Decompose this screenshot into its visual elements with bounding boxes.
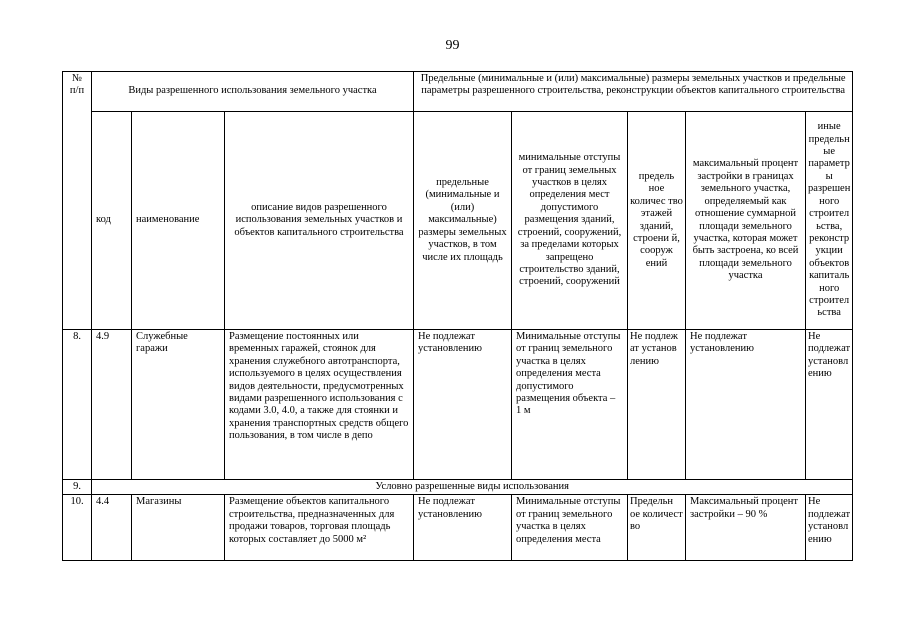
row-code: 4.4: [92, 495, 132, 561]
section-row: [63, 480, 853, 495]
row-name: Служебные гаражи: [132, 330, 225, 480]
row-num: 10.: [63, 495, 92, 561]
table-row: [63, 495, 853, 561]
row-coverage: Максимальный процент застройки – 90 %: [686, 495, 806, 561]
row-sizes: Не подлежат установлению: [414, 495, 512, 561]
header-coverage: максимальный процент застройки в границах земельного участка, определяемый как отношение суммарной площади земельного участка, которая может быть застроена, ко всей площади земельного участка: [686, 112, 806, 330]
page-number: 99: [445, 38, 460, 53]
row-setbacks: Минимальные отступы от границ земельного участка в целях определения места допустимого размещения объекта – 1 м: [512, 330, 628, 480]
header-row-sub: [63, 112, 853, 330]
land-use-regulations-table: [62, 71, 853, 561]
header-code: код: [92, 112, 132, 330]
header-name: наименование: [132, 112, 225, 330]
row-floors: Предельн ое количест во: [628, 495, 686, 561]
row-num: 9.: [63, 480, 92, 495]
row-sizes: Не подлежат установлению: [414, 330, 512, 480]
row-description: Размещение объектов капитального строительства, предназначенных для продажи товаров, торговая площадь которых составляет до 5000 м²: [225, 495, 414, 561]
header-floors: предель ное количес тво этажей зданий, строени й, сооруж ений: [628, 112, 686, 330]
row-other: Не подлежат установл ению: [806, 495, 853, 561]
row-setbacks: Минимальные отступы от границ земельного участка в целях определения места: [512, 495, 628, 561]
row-coverage: Не подлежат установлению: [686, 330, 806, 480]
header-kinds: Виды разрешенного использования земельного участка: [92, 72, 414, 112]
header-limits: Предельные (минимальные и (или) максимальные) размеры земельных участков и предельные параметры разрешенного строительства, реконструкции объектов капитального строительства: [414, 72, 853, 112]
row-description: Размещение постоянных или временных гаражей, стоянок для хранения служебного автотранспорта, используемого в целях осуществления видов деятельности, предусмотренных видами разрешенного использования с кодами 3.0, 4.0, а также для стоянки и хранения транспортных средств общего пользования, в том числе в депо: [225, 330, 414, 480]
section-title: Условно разрешенные виды использования: [92, 480, 853, 495]
header-description: описание видов разрешенного использования земельных участков и объектов капитального строительства: [225, 112, 414, 330]
row-name: Магазины: [132, 495, 225, 561]
row-num: 8.: [63, 330, 92, 480]
header-row-main: [63, 72, 853, 112]
header-setbacks: минимальные отступы от границ земельных участков в целях определения мест допустимого размещения зданий, строений, сооружений, за пределами которых запрещено строительство зданий, строений, сооружений: [512, 112, 628, 330]
table-row: [63, 330, 853, 480]
header-num: № п/п: [63, 72, 92, 330]
row-other: Не подлежат установл ению: [806, 330, 853, 480]
header-other: иные предельн ые параметр ы разрешен ного строител ьства, реконстр укции объектов капиталь ного строител ьства: [806, 112, 853, 330]
header-sizes: предельные (минимальные и (или) максимальные) размеры земельных участков, в том числе их площадь: [414, 112, 512, 330]
row-floors: Не подлеж ат установ лению: [628, 330, 686, 480]
row-code: 4.9: [92, 330, 132, 480]
